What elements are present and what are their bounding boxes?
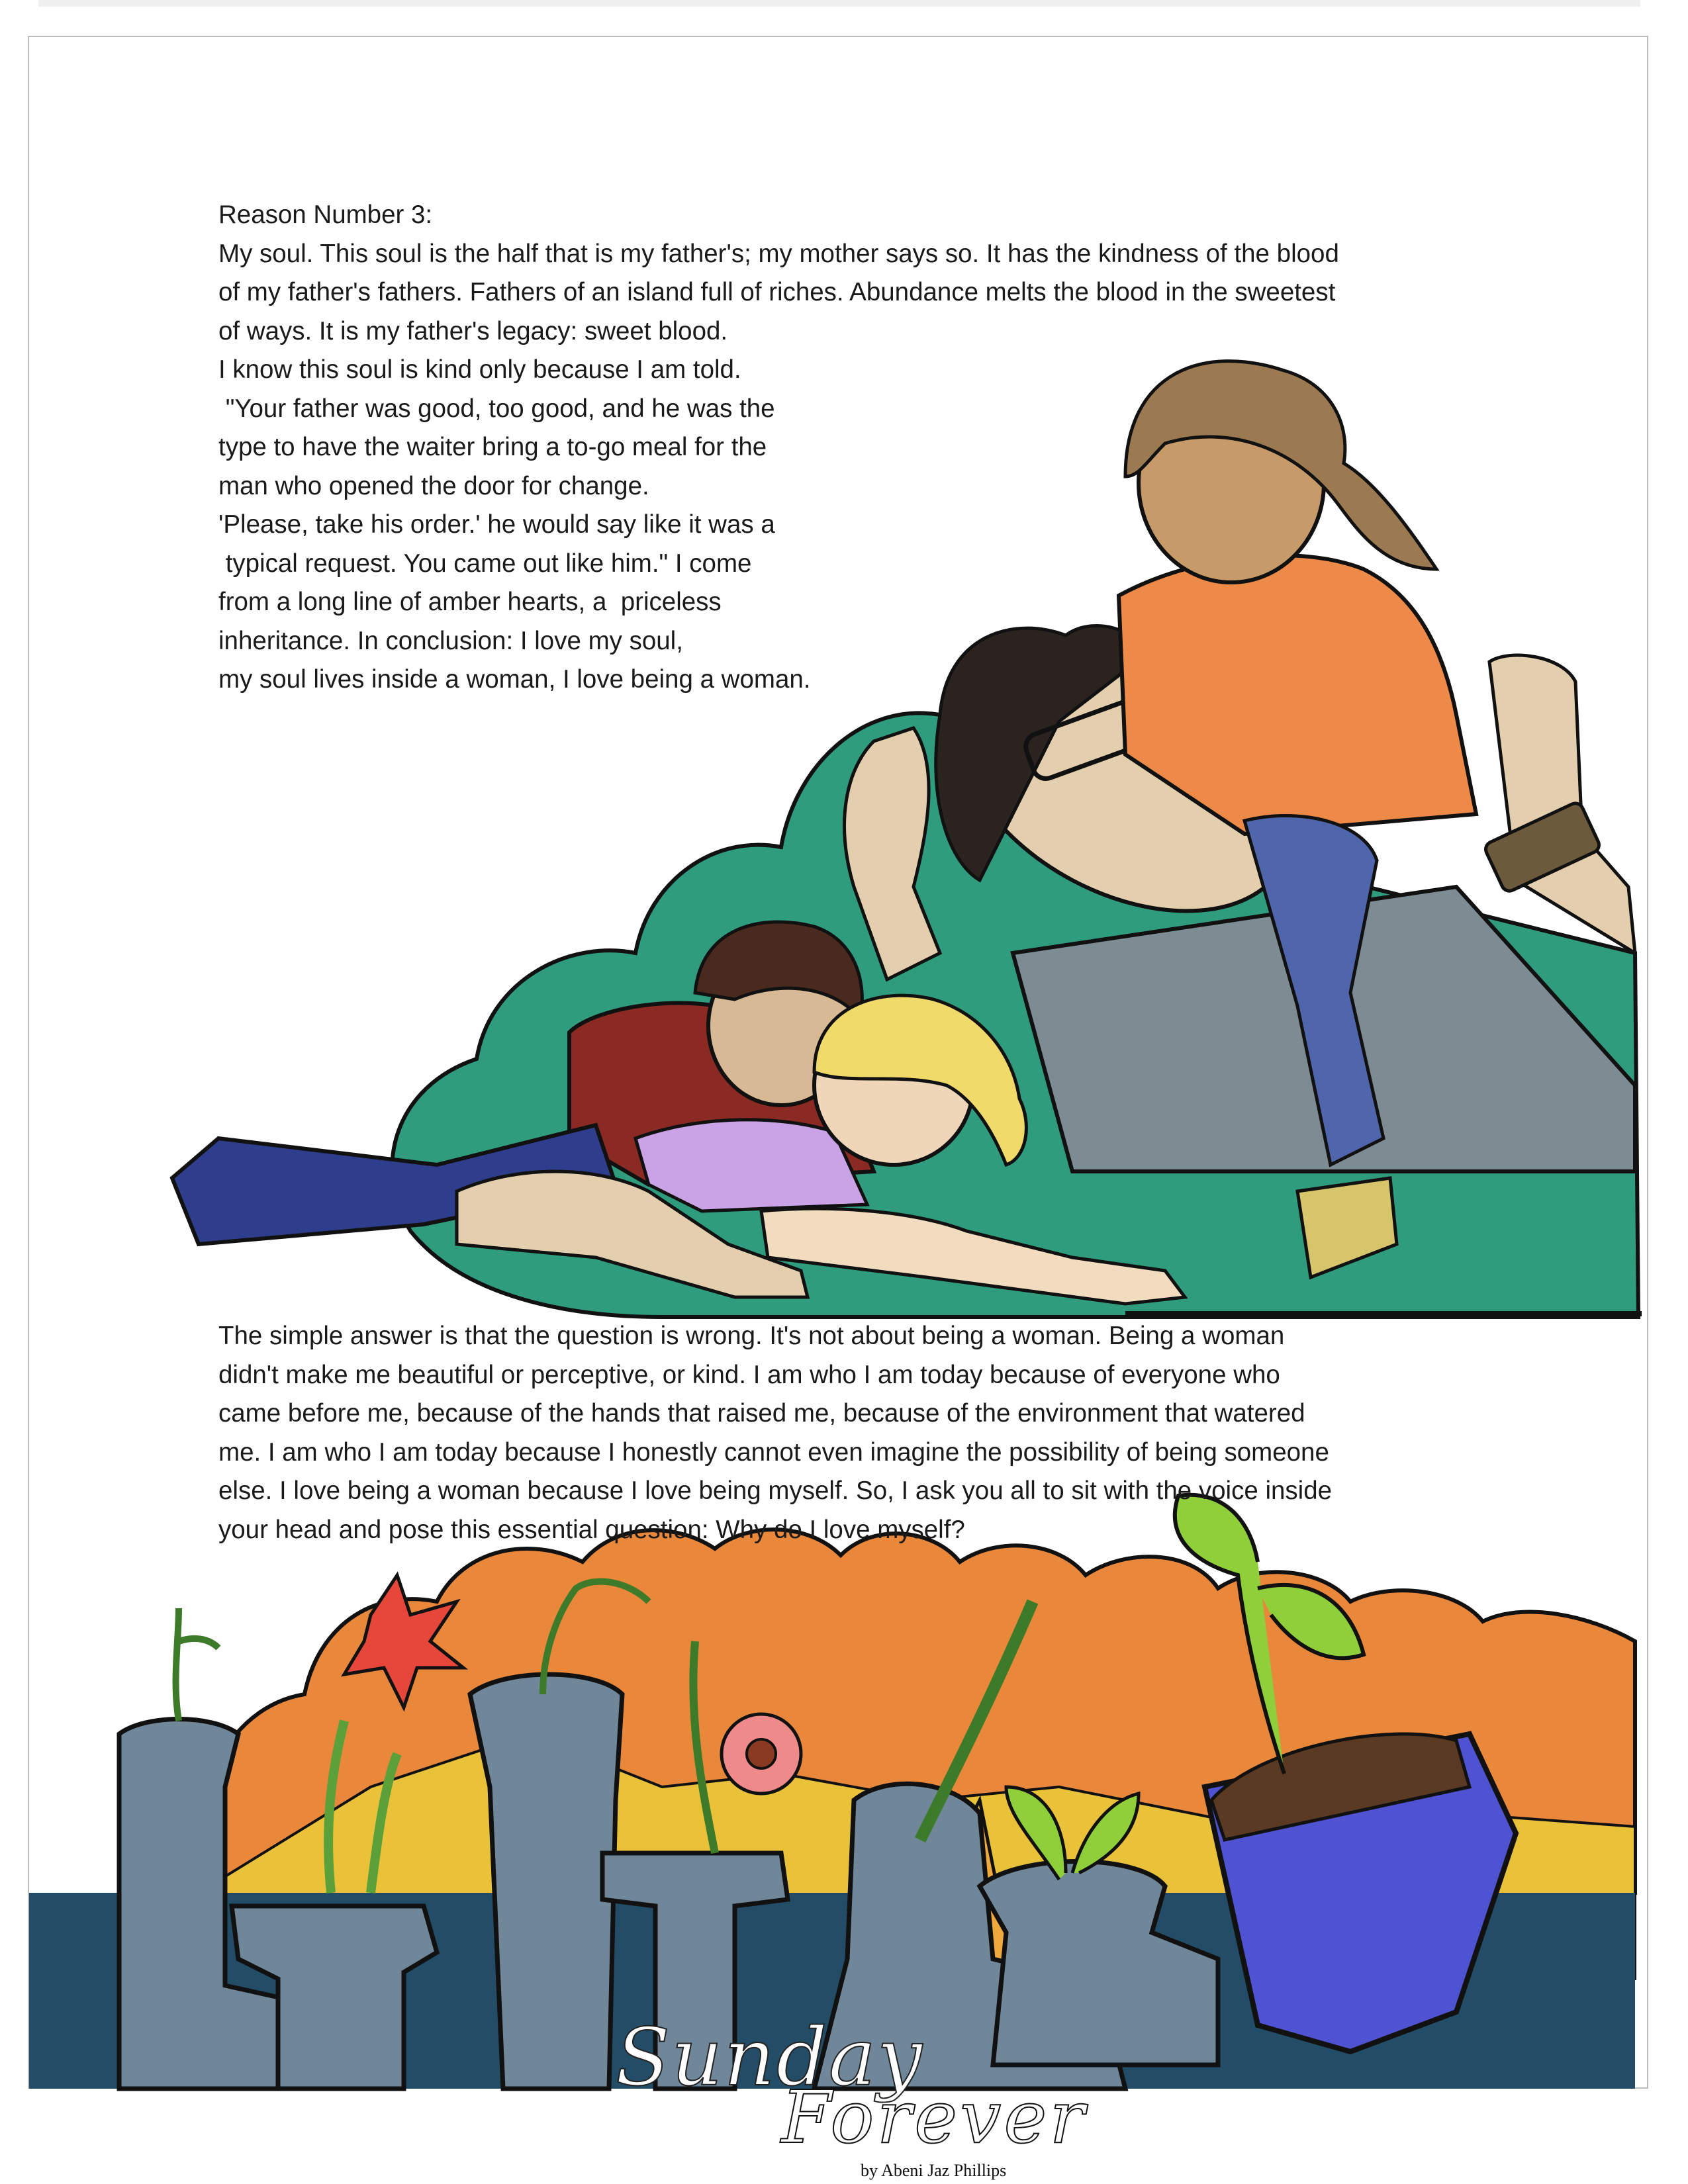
reason-line: inheritance. In conclusion: I love my soul,	[218, 626, 683, 655]
answer-line: else. I love being a woman because I love being myself. So, I ask you all to sit with the voice inside	[218, 1477, 1333, 1505]
signature-logo	[596, 2012, 1088, 2184]
reason-number-3-section	[218, 196, 1339, 700]
reason-line: My soul. This soul is the half that is my father's; my mother says so. It has the kindness of the blood	[218, 239, 1339, 268]
answer-line: didn't make me beautiful or perceptive, or kind. I am who I am today because of everyone who	[218, 1360, 1280, 1389]
reason-line: man who opened the door for change.	[218, 471, 649, 500]
signature-line-2: Forever	[781, 2075, 1088, 2160]
reason-line: typical request. You came out like him." I come	[218, 549, 752, 578]
answer-line: came before me, because of the hands that raised me, because of the environment that watered	[218, 1399, 1305, 1428]
reason-line: my soul lives inside a woman, I love being a woman.	[218, 665, 811, 694]
answer-line: The simple answer is that the question is wrong. It's not about being a woman. Being a woman	[218, 1322, 1285, 1350]
reason-line: "Your father was good, too good, and he was the	[218, 394, 775, 423]
author-credit: by Abeni Jaz Phillips	[861, 2161, 1007, 2180]
reason-line: I know this soul is kind only because I am told.	[218, 355, 741, 384]
signature-line-1: Sunday	[616, 2012, 923, 2104]
reason-line: of ways. It is my father's legacy: sweet blood.	[218, 316, 728, 345]
reason-line: of my father's fathers. Fathers of an island full of riches. Abundance melts the blood in the sweetest	[218, 278, 1336, 306]
answer-line: me. I am who I am today because I honestly cannot even imagine the possibility of being someone	[218, 1437, 1329, 1467]
answer-section	[218, 1317, 1332, 1549]
reason-heading: Reason Number 3:	[218, 201, 433, 229]
reason-line: from a long line of amber hearts, a priceless	[218, 588, 722, 616]
reason-line: 'Please, take his order.' he would say like it was a	[218, 510, 775, 539]
pink-flower-center	[747, 1739, 776, 1768]
left-sprout	[176, 1608, 218, 1721]
reason-line: type to have the waiter bring a to-go meal for the	[218, 433, 767, 461]
answer-line: your head and pose this essential question: Why do I love myself?	[218, 1515, 965, 1544]
